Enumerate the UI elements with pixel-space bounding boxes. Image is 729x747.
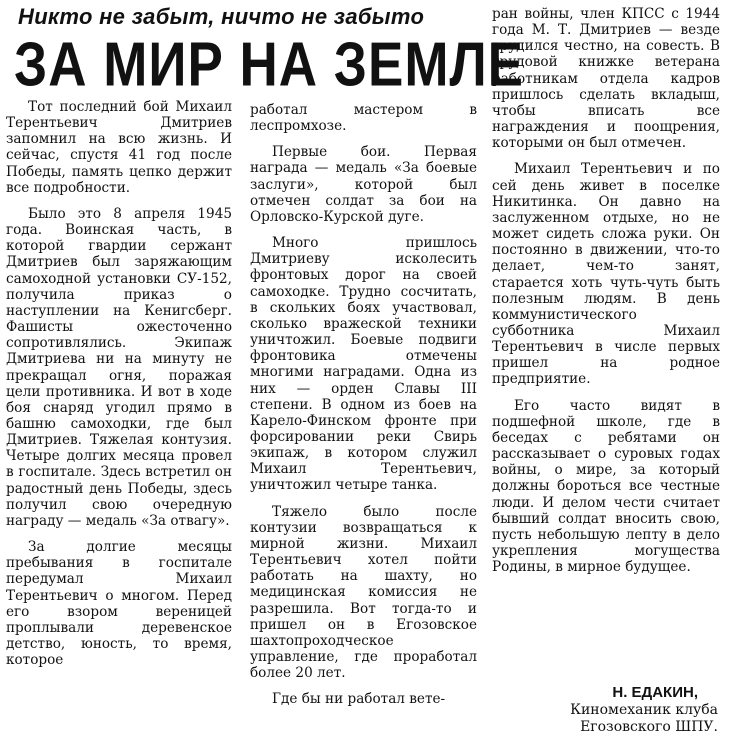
paragraph: Первые бои. Первая награда — медаль «За боевые заслуги», которой был отмечен солдат за бои на Орловско-Курской дуге. <box>250 144 477 225</box>
author-name: Н. ЕДАКИН, <box>612 684 698 701</box>
paragraph: Михаил Терентьевич и по сей день живет в поселке Никитинка. Он давно на заслуженном отдыхе, но не может сидеть сложа руки. Он постоянно в движении, что-то делает, чем-то занят, старается хоть чуть-чуть быть полезным людям. В день коммунистического субботника Михаил Терентьевич в числе первых пришел на родное предприятие. <box>492 161 720 388</box>
article-column-2 <box>250 102 477 707</box>
paragraph: За долгие месяцы пребывания в госпитале передумал Михаил Терентьевич о многом. Перед его взором вереницей проплывали деревенское детство, юность, то время, которое <box>6 539 232 669</box>
paragraph: работал мастером в леспромхозе. <box>250 102 477 135</box>
paragraph: ран войны, член КПСС с 1944 года М. Т. Дмитриев — везде трудился честно, на совесть. В трудовой книжке ветерана работникам отдела кадров пришлось сделать вкладыш, чтобы вписать все награждения и поощрения, которыми он был отмечен. <box>492 6 720 152</box>
paragraph: Тот последний бой Михаил Терентьевич Дмитриев запомнил на всю жизнь. И сейчас, спустя 41 год после Победы, память цепко держит все подробности. <box>6 99 232 196</box>
paragraph: Много пришлось Дмитриеву исколесить фронтовых дорог на своей самоходке. Трудно сосчитать, в скольких боях участвовал, сколько вражеской техники уничтожил. Боевые подвиги фронтовика отмечены многими наградами. Одна из них — орден Славы III степени. В одном из боев на Карело-Финском фронте при форсировании реки Свирь экипаж, в котором служил Михаил Терентьевич, уничтожил четыре танка. <box>250 235 477 494</box>
paragraph: Где бы ни работал вете- <box>272 691 446 708</box>
author-role-line-1: Киномеханик клуба <box>570 702 718 718</box>
rubric-kicker: Никто не забыт, ничто не забыто <box>18 4 425 29</box>
article-headline: ЗА МИР НА ЗЕМЛЕ <box>14 30 525 100</box>
article-column-1 <box>6 99 232 668</box>
paragraph: Тяжело было после контузии возвращаться к мирной жизни. Михаил Терентьевич хотел пойти работать на шахту, но медицинская комиссия не разрешила. Вот тогда-то и пришел он в Егозовское шахтопроходческое управление, где проработал более 20 лет. <box>250 503 477 682</box>
author-signature <box>500 684 718 736</box>
paragraph: Его часто видят в подшефной школе, где в беседах с ребятами он рассказывает о суровых годах войны, о мире, за который должны бороться все честные люди. И делом чести считает бывший солдат вносить свою, пусть небольшую лепту в дело укрепления могущества Родины, в мирное будущее. <box>492 397 720 576</box>
paragraph: Было это 8 апреля 1945 года. Воинская часть, в которой гвардии сержант Дмитриев был заряжающим самоходной установки СУ-152, получила приказ о наступлении на Кенигсберг. Фашисты ожесточенно сопротивлялись. Экипаж Дмитриева ни на минуту не прекращал огня, поражая цели противника. И вот в ходе боя снаряд угодил прямо в башню самоходки, где был Дмитриев. Тяжелая контузия. Четыре долгих месяца провел в госпитале. Здесь встретил он радостный день Победы, здесь получил свою очередную награду — медаль «За отвагу». <box>6 205 232 529</box>
article-column-3 <box>492 6 720 575</box>
author-role-line-2: Егозовского ШПУ. <box>580 719 718 735</box>
